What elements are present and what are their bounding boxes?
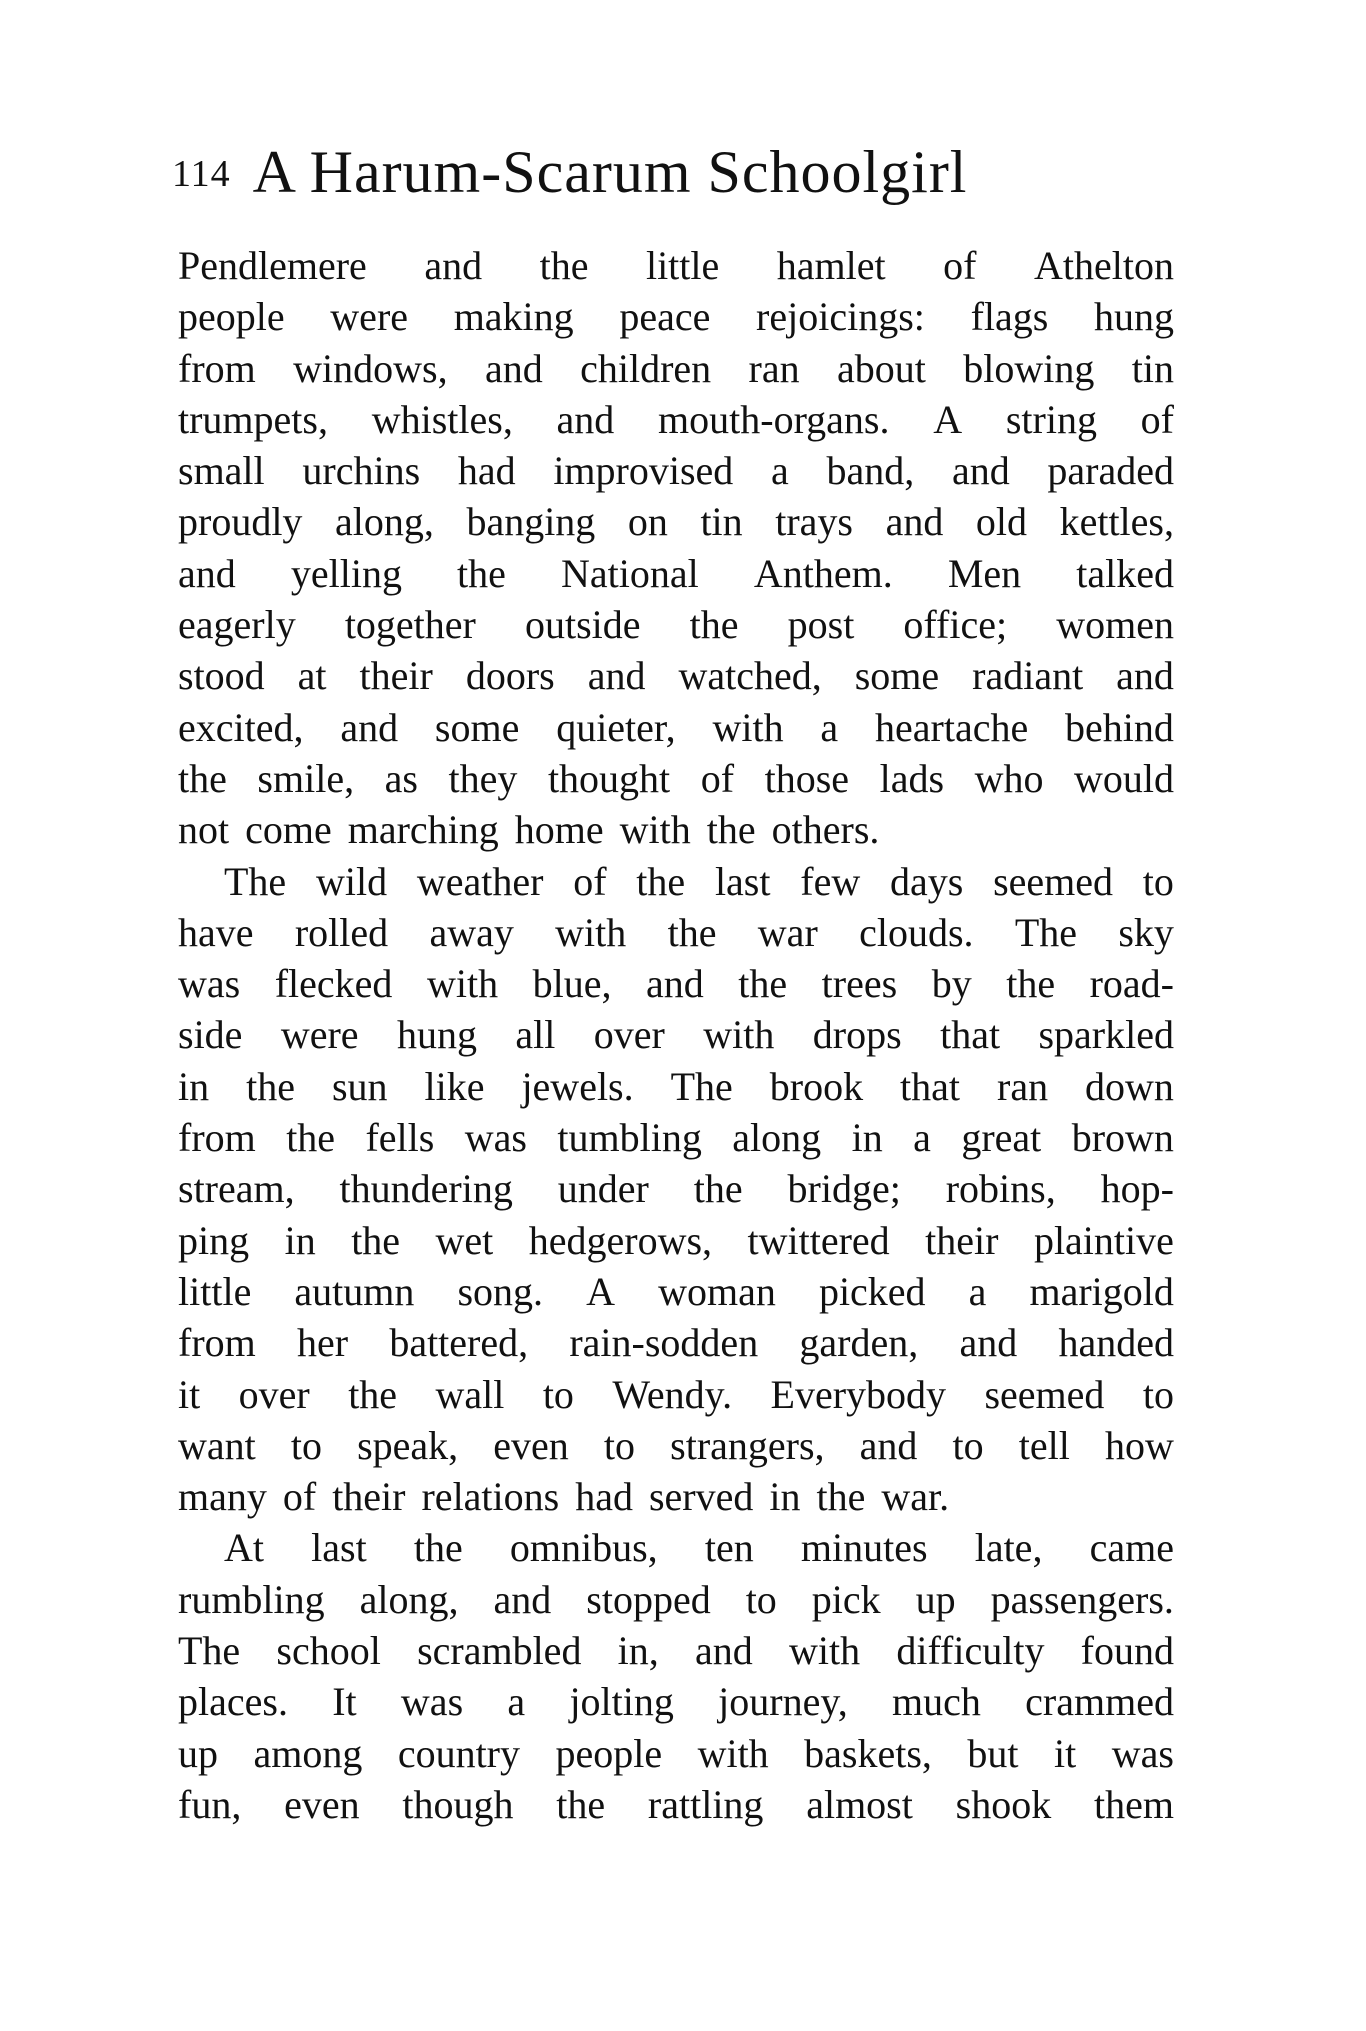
text-line: from windows, and children ran about blowing tin — [178, 345, 1174, 391]
text-line: proudly along, banging on tin trays and old kettles, — [178, 499, 1174, 545]
body-text — [178, 240, 1174, 1830]
text-line: fun, even though the rattling almost shook them — [178, 1781, 1174, 1827]
text-line: people were making peace rejoicings: flags hung — [178, 294, 1174, 340]
text-line: places. It was a jolting journey, much crammed — [178, 1679, 1174, 1725]
text-line: the smile, as they thought of those lads who would — [178, 755, 1174, 801]
text-line: ping in the wet hedgerows, twittered their plaintive — [178, 1217, 1174, 1263]
text-line: have rolled away with the war clouds. The sky — [178, 909, 1174, 955]
text-line: stood at their doors and watched, some radiant and — [178, 653, 1174, 699]
page-number: 114 — [172, 153, 231, 195]
text-line: from her battered, rain-sodden garden, and handed — [178, 1320, 1174, 1366]
text-line: not come marching home with the others. — [178, 807, 880, 853]
text-line: At last the omnibus, ten minutes late, came — [224, 1525, 1174, 1571]
text-line: eagerly together outside the post office; women — [178, 602, 1174, 648]
text-line: excited, and some quieter, with a heartache behind — [178, 704, 1174, 750]
text-line: was flecked with blue, and the trees by the road- — [178, 961, 1174, 1007]
text-line: from the fells was tumbling along in a great brown — [178, 1115, 1174, 1161]
text-line: want to speak, even to strangers, and to tell how — [178, 1422, 1174, 1468]
running-head — [172, 138, 1172, 208]
text-line: many of their relations had served in the war. — [178, 1474, 950, 1520]
text-line: little autumn song. A woman picked a marigold — [178, 1268, 1174, 1314]
text-line: it over the wall to Wendy. Everybody seemed to — [178, 1371, 1174, 1417]
text-line: in the sun like jewels. The brook that ran down — [178, 1063, 1174, 1109]
running-title: A Harum-Scarum Schoolgirl — [252, 139, 968, 205]
text-line: small urchins had improvised a band, and paraded — [178, 448, 1174, 494]
text-line: The wild weather of the last few days seemed to — [224, 858, 1174, 904]
text-line: side were hung all over with drops that sparkled — [178, 1012, 1174, 1058]
text-line: trumpets, whistles, and mouth-organs. A string of — [178, 396, 1174, 442]
text-line: and yelling the National Anthem. Men talked — [178, 550, 1174, 596]
text-line: up among country people with baskets, but it was — [178, 1730, 1174, 1776]
text-line: The school scrambled in, and with difficulty found — [178, 1628, 1174, 1674]
text-line: rumbling along, and stopped to pick up passengers. — [178, 1576, 1174, 1622]
text-line: stream, thundering under the bridge; robins, hop- — [178, 1166, 1174, 1212]
text-line: Pendlemere and the little hamlet of Athelton — [178, 243, 1174, 288]
